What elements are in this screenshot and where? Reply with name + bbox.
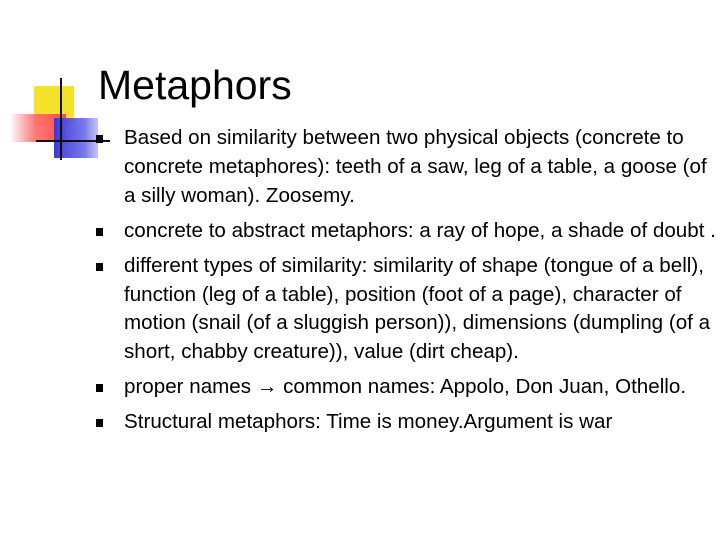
- bullet-text: proper names → common names: Appolo, Don Juan, Othello.: [124, 375, 687, 399]
- bullet-item: [96, 252, 716, 368]
- bullet-text: Based on similarity between two physical objects (concrete to concrete metaphores): teeth of a saw, leg of a table, a goose (of a silly woman). Zoosemy.: [124, 126, 707, 207]
- square-bullet-icon: [96, 228, 103, 236]
- bullet-text: different types of similarity: similarity of shape (tongue of a bell), function (leg of a table), position (foot of a page), character of motion (snail (of a sluggish person)), dimensions (dumpling (of a short, chabby creature)), value (dirt cheap).: [124, 253, 711, 364]
- decorative-squares-graphic: [0, 0, 110, 170]
- bullet-item: [96, 373, 716, 402]
- bullet-list: [96, 124, 716, 443]
- bullet-text: Structural metaphors: Time is money.Argument is war: [124, 410, 613, 434]
- square-bullet-icon: [96, 135, 103, 143]
- slide-title: Metaphors: [98, 62, 292, 108]
- bullet-item: [96, 124, 716, 211]
- square-bullet-icon: [96, 419, 103, 427]
- bullet-item: [96, 217, 716, 246]
- bullet-item: [96, 408, 716, 437]
- bullet-text: concrete to abstract metaphors: a ray of hope, a shade of doubt .: [124, 218, 716, 242]
- square-bullet-icon: [96, 263, 103, 271]
- square-bullet-icon: [96, 384, 103, 392]
